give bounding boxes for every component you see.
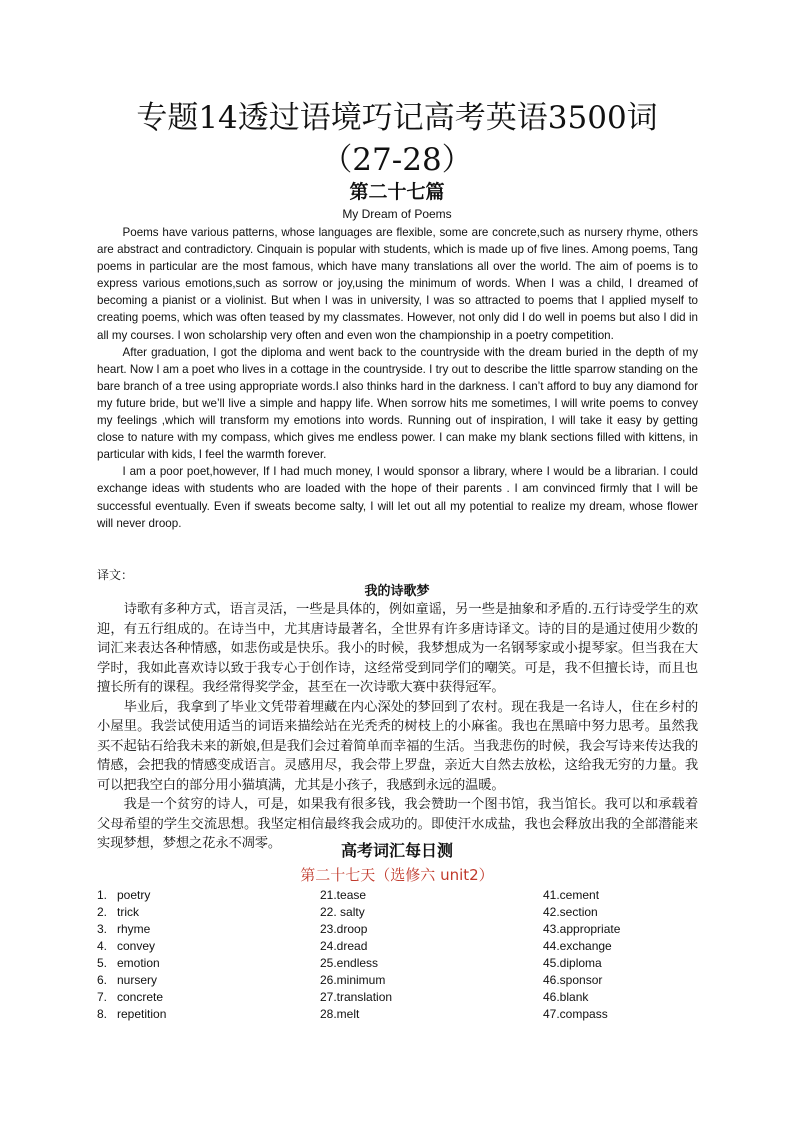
page-title-range: （27-28） xyxy=(321,142,473,178)
english-paragraph: After graduation, I got the diploma and went back to the countryside with the dream buried in the depth of my heart. Now I am a poet who lives in a cottage in the countryside. I try out to describe the little sparrow standing on the bare branch of a tree using appropriate words.I also thinks hard in the darkness. I can’t afford to buy any diamond for my future bride, but we’ll live a simple and happy life. When sorrow hits me sometimes, I will write poems to convey my feelings ,which will transform my emotions into words. Running out of inspiration, I will take it easy by getting close to nature with my compass, which gives me endless power. I can make my blank sections filled with kittens, in particular with kids, I feel the warmth forever. xyxy=(97,345,698,462)
vocab-test-heading: 高考词汇每日测 xyxy=(340,841,453,860)
vocab-item: 25.endless xyxy=(320,956,379,970)
vocab-item xyxy=(97,1006,297,1023)
vocab-item xyxy=(97,938,297,955)
vocab-column xyxy=(320,887,520,1023)
vocab-number: 4. xyxy=(97,939,108,953)
chinese-paragraph: 诗歌有多种方式，语言灵活，一些是具体的，例如童谣，另一些是抽象和矛盾的.五行诗受学生的欢迎，有五行组成的。在诗当中，尤其唐诗最著名，全世界有许多唐诗译文。诗的目的是通过使用少数的词汇来表达各种情感，如悲伤或是快乐。我小的时候，我梦想成为一名钢琴家或小提琴家。但当我在大学时，我如此喜欢诗以致于我专心于创作诗，这经常受到同学们的嘲笑。可是，我不但擅长诗，而且也擅长所有的课程。我经常得奖学金，甚至在一次诗歌大赛中获得冠军。 xyxy=(97,602,698,695)
vocab-item xyxy=(97,955,297,972)
vocab-word: trick xyxy=(117,905,139,919)
vocab-item: 42.section xyxy=(543,905,598,919)
vocab-word: nursery xyxy=(117,973,158,987)
vocab-item xyxy=(97,972,297,989)
vocab-word: repetition xyxy=(117,1007,167,1021)
vocab-item: 44.exchange xyxy=(543,939,612,953)
vocab-word: convey xyxy=(117,939,156,953)
english-paragraph: Poems have various patterns, whose languages are flexible, some are concrete,such as nursery rhyme, others are abstract and contradictory. Cinquain is popular with students, which is made up of five lines. Among poems, Tang poems in particular are the most famous, which have many translations all over the world. The aim of poems is to express various emotions,such as sorrow or joy,using the minimum of words. When I was a child, I dreamed of becoming a pianist or a violinist. But when I was in university, I was so attracted to poems that I applied myself to creating poems, which was often teased by my classmates. However, not only did I do well in poems but also I did in all my courses. I won scholarship very often and even won the championship in a poetry competition. xyxy=(97,226,698,342)
vocab-word: concrete xyxy=(117,990,164,1004)
vocab-number: 8. xyxy=(97,1007,108,1021)
section-heading: 第二十七篇 xyxy=(349,181,445,203)
chinese-paragraph: 我是一个贫穷的诗人，可是，如果我有很多钱，我会赞助一个图书馆，我当馆长。我可以和承载着父母希望的学生交流思想。我坚定相信最终我会成功的。即使汗水成盐，我也会释放出我的全部潜能来实现梦想，梦想之花永不凋零。 xyxy=(97,797,698,851)
english-article-title: My Dream of Poems xyxy=(342,207,452,221)
vocab-number: 5. xyxy=(97,956,108,970)
vocab-day-heading: 第二十七天（选修六 unit2） xyxy=(300,866,494,884)
vocab-item: 46.blank xyxy=(543,990,589,1004)
vocab-item: 45.diploma xyxy=(543,956,602,970)
chinese-paragraph: 毕业后，我拿到了毕业文凭带着埋藏在内心深处的梦回到了农村。现在我是一名诗人，住在乡村的小屋里。我尝试使用适当的词语来描绘站在光秃秃的树枝上的小麻雀。我也在黑暗中努力思考。虽然我买不起钻石给我未来的新娘,但是我们会过着简单而幸福的生活。当我悲伤的时候，我会写诗来传达我的情感，会把我的情感变成语言。灵感用尽，我会带上罗盘，亲近大自然去放松，这给我无穷的力量。我可以把我空白的部分用小猫填满，尤其是小孩子，我感到永远的温暖。 xyxy=(97,699,698,793)
vocab-item: 27.translation xyxy=(320,990,393,1004)
vocab-item xyxy=(97,989,297,1006)
page-title: 专题14透过语境巧记高考英语3500词 xyxy=(136,100,658,136)
english-article xyxy=(97,224,698,532)
vocab-item xyxy=(97,921,297,938)
vocab-number: 7. xyxy=(97,990,108,1004)
vocab-item xyxy=(97,904,297,921)
vocab-item: 28.melt xyxy=(320,1007,360,1021)
vocab-word: rhyme xyxy=(117,922,151,936)
vocab-column xyxy=(543,887,743,1023)
english-paragraph: I am a poor poet,however, If I had much money, I would sponsor a library, where I would be a librarian. I could exchange ideas with students who are loaded with the hope of their parents . I am convinced firmly that I will be successful eventually. Even if sweats become salty, I will let out all my potential to realize my dream, whose flower will never droop. xyxy=(97,465,698,530)
vocab-item xyxy=(97,887,297,904)
vocab-item: 47.compass xyxy=(543,1007,608,1021)
vocab-item: 46.sponsor xyxy=(543,973,603,987)
vocab-number: 6. xyxy=(97,973,108,987)
vocab-item: 23.droop xyxy=(320,922,368,936)
vocab-number: 3. xyxy=(97,922,108,936)
vocab-item: 24.dread xyxy=(320,939,368,953)
chinese-article xyxy=(97,600,698,854)
vocab-number: 1. xyxy=(97,888,108,902)
vocab-item: 41.cement xyxy=(543,888,600,902)
translation-label: 译文： xyxy=(97,568,134,582)
vocab-column xyxy=(97,887,297,1023)
vocab-item: 43.appropriate xyxy=(543,922,621,936)
vocab-word: emotion xyxy=(117,956,160,970)
vocab-number: 2. xyxy=(97,905,108,919)
vocab-item: 21.tease xyxy=(320,888,367,902)
chinese-article-title: 我的诗歌梦 xyxy=(364,584,430,599)
vocab-word: poetry xyxy=(117,888,151,902)
vocab-item: 26.minimum xyxy=(320,973,386,987)
vocab-item: 22. salty xyxy=(320,905,365,919)
